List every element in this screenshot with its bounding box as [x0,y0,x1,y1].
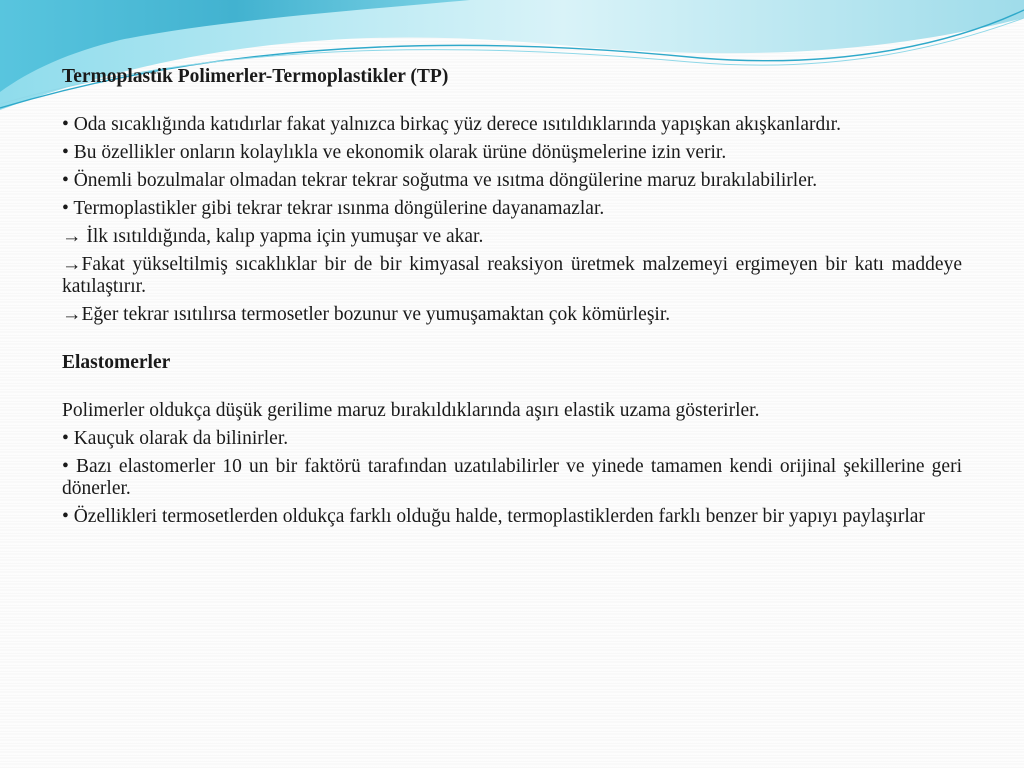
elastomers-point-4: • Özellikleri termosetlerden oldukça farklı olduğu halde, termoplastiklerden farklı benzer bir yapıyı paylaşırlar [62,506,925,527]
elastomers-point-2: • Kauçuk olarak da bilinirler. [62,428,289,449]
thermoplastics-point-2: • Bu özellikler onların kolaylıkla ve ekonomik olarak ürüne dönüşmelerine izin verir. [62,142,727,163]
section-title-thermoplastics: Termoplastik Polimerler-Termoplastikler (TP) [62,66,449,87]
elastomers-point-3: • Bazı elastomerler 10 un bir faktörü tarafından uzatılabilirler ve yinede tamamen kendi orijinal şekillerine geri dönerler. [62,456,962,499]
thermoplastics-point-4: • Termoplastikler gibi tekrar tekrar ısınma döngülerine dayanamazlar. [62,198,605,219]
thermoplastics-point-5: → İlk ısıtıldığında, kalıp yapma için yumuşar ve akar. [62,226,484,247]
elastomers-point-1: Polimerler oldukça düşük gerilime maruz bırakıldıklarında aşırı elastik uzama gösterirler. [62,400,760,421]
thermoplastics-point-3: • Önemli bozulmalar olmadan tekrar tekrar soğutma ve ısıtma döngülerine maruz bırakılabilirler. [62,170,818,191]
section-title-elastomers: Elastomerler [62,352,171,373]
thermoplastics-point-1: • Oda sıcaklığında katıdırlar fakat yalnızca birkaç yüz derece ısıtıldıklarında yapışkan akışkanlardır. [62,114,841,135]
thermoplastics-point-7: →Eğer tekrar ısıtılırsa termosetler bozunur ve yumuşamaktan çok kömürleşir. [62,304,671,325]
slide-content [62,66,962,534]
thermoplastics-point-6: →Fakat yükseltilmiş sıcaklıklar bir de bir kimyasal reaksiyon üretmek malzemeyi ergimeyen bir katı maddeye katılaştırır. [62,254,962,297]
